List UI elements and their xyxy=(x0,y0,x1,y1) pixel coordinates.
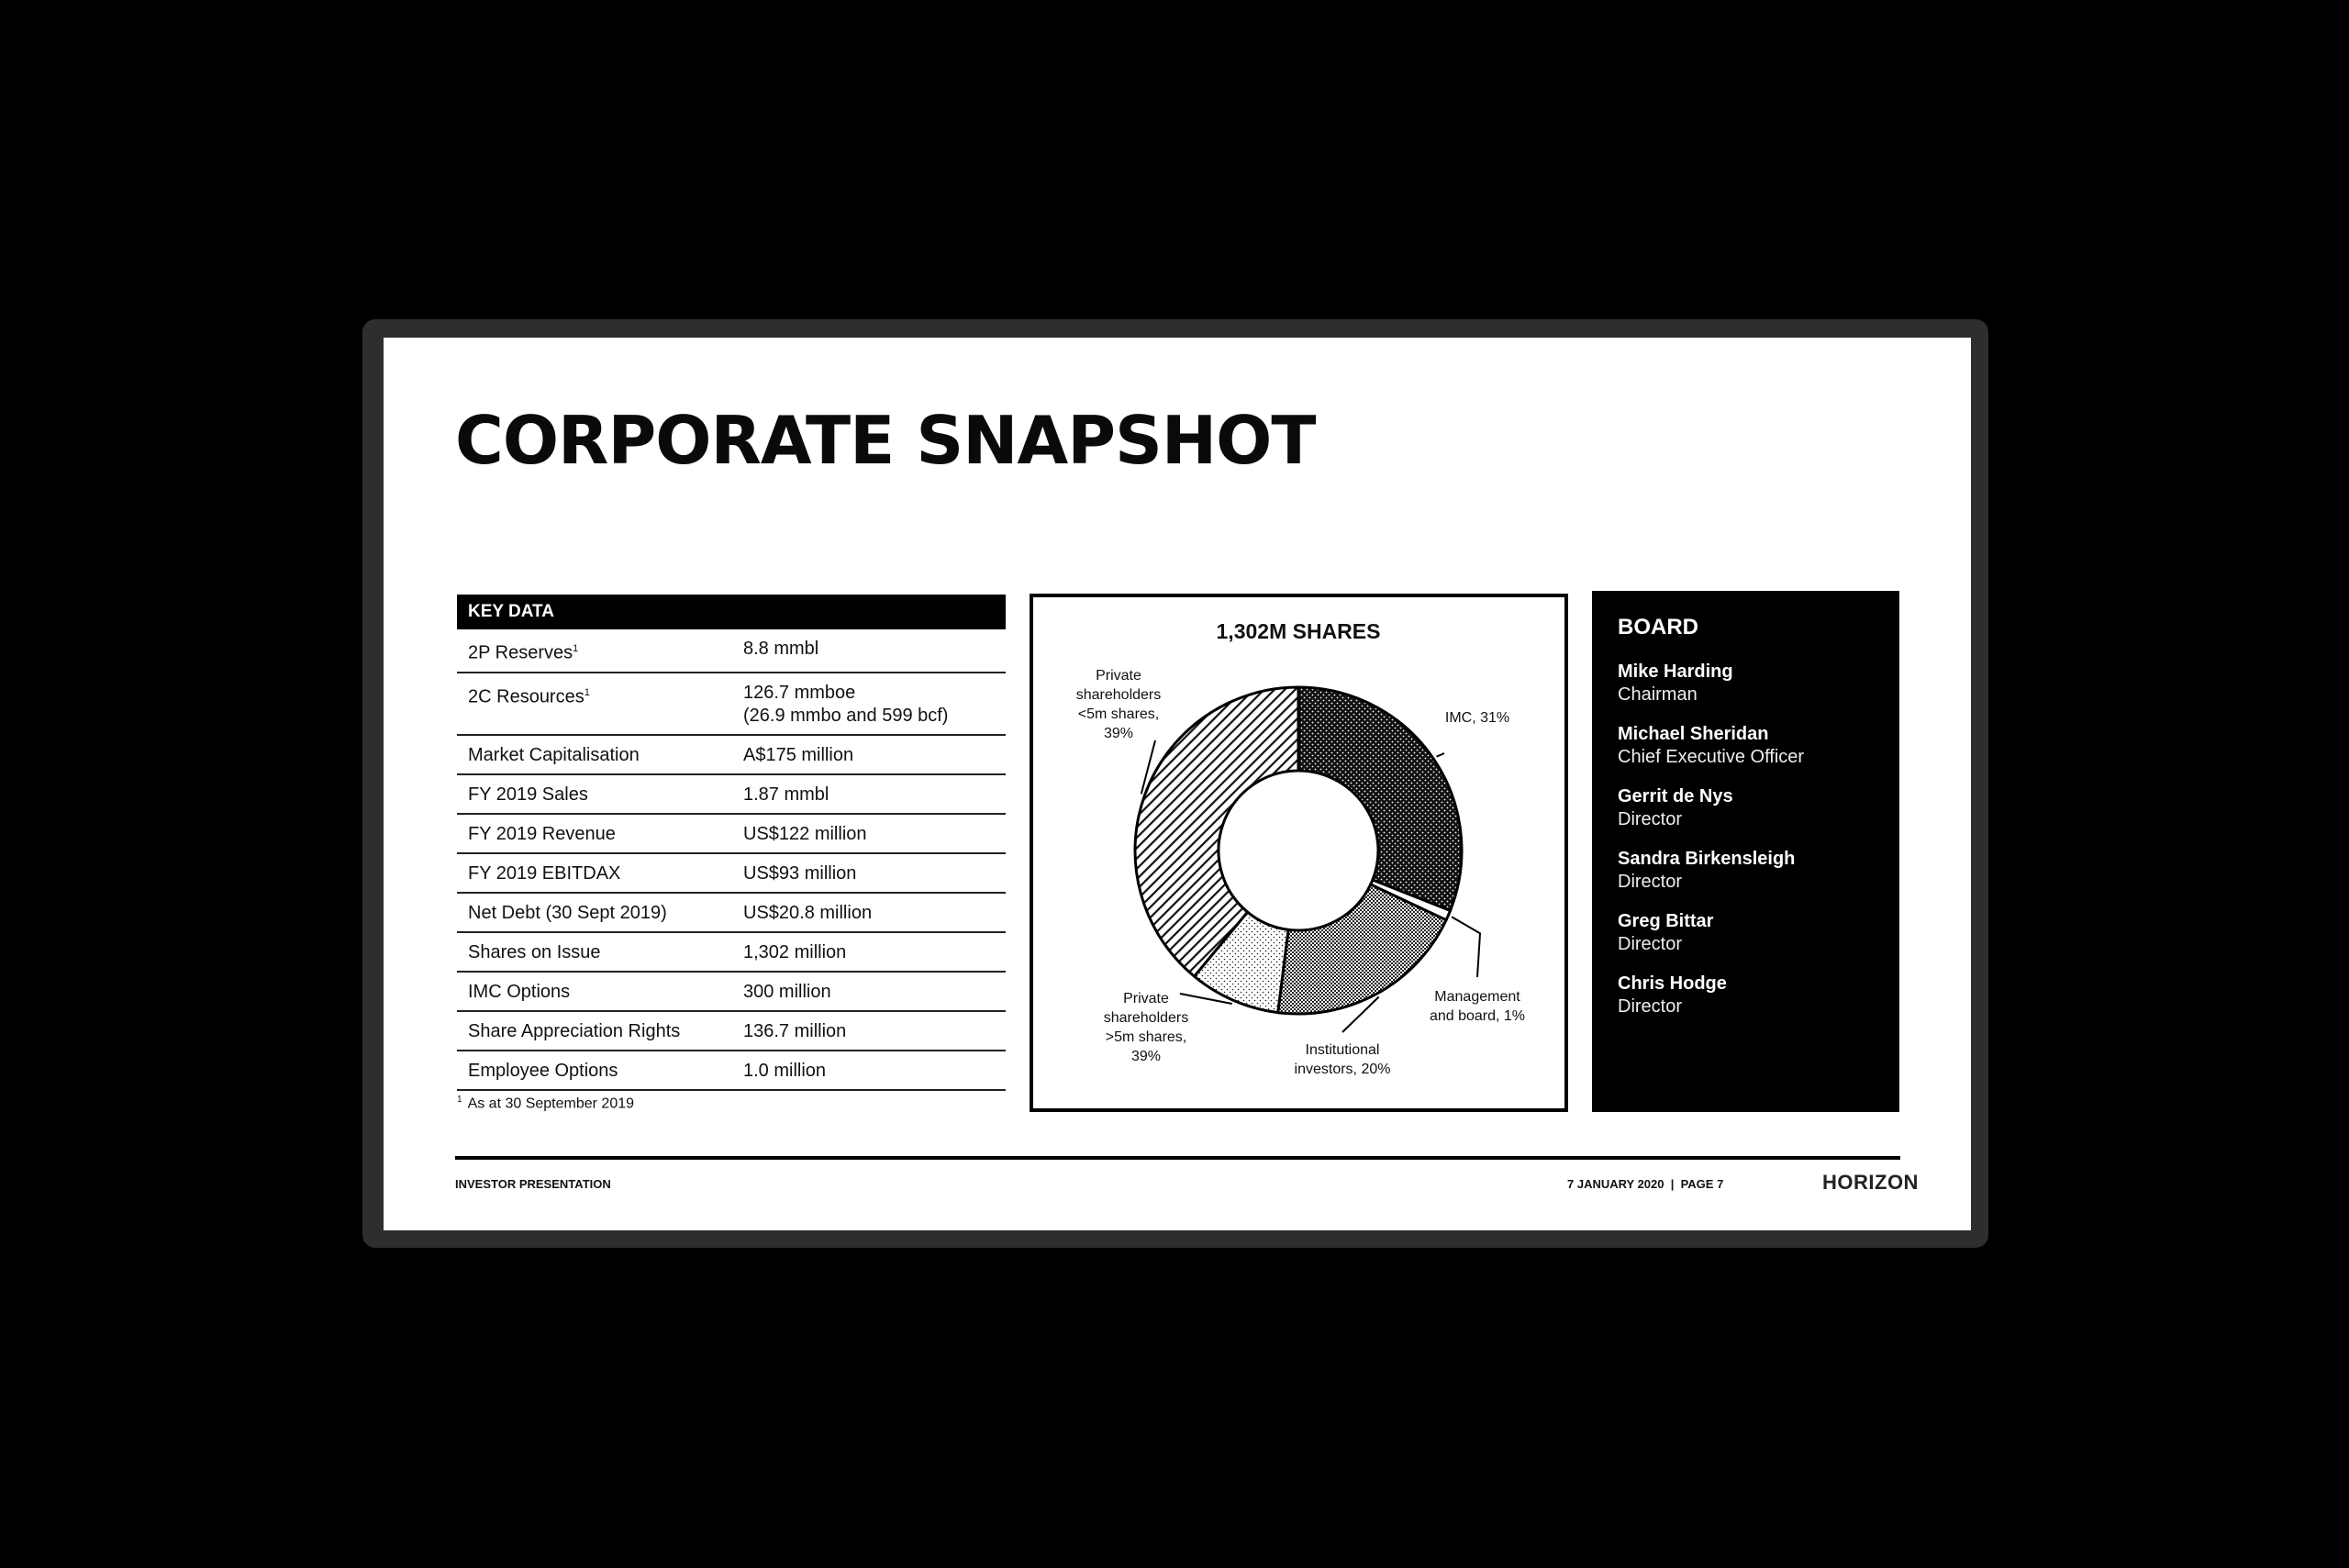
key-data-value xyxy=(743,862,1006,885)
board-member-role: Director xyxy=(1618,872,1683,892)
key-data-value xyxy=(743,1060,1006,1083)
key-data-label-text: FY 2019 Revenue xyxy=(468,823,616,844)
board-member xyxy=(1618,973,1874,1018)
footnote-mark: 1 xyxy=(457,1095,462,1105)
board-member xyxy=(1618,785,1874,831)
leader-line xyxy=(1452,917,1480,977)
key-data-label xyxy=(468,744,743,767)
key-data-label-text: Employee Options xyxy=(468,1060,618,1081)
slice-label: 39% xyxy=(1103,726,1134,741)
key-data-value xyxy=(743,941,1006,964)
key-data-row xyxy=(457,894,1006,933)
slice-label: IMC, 31% xyxy=(1444,710,1510,726)
slice-label: Private xyxy=(1096,668,1141,684)
footnote xyxy=(457,1095,634,1112)
key-data-value-text: 136.7 million xyxy=(743,1020,847,1041)
key-data-row xyxy=(457,854,1006,894)
board-member-name: Mike Harding xyxy=(1618,662,1733,682)
board-member-name: Michael Sheridan xyxy=(1618,724,1769,744)
key-data-row xyxy=(457,1051,1006,1091)
slice-label: Private xyxy=(1123,991,1169,1006)
slice-label: shareholders xyxy=(1103,1010,1189,1026)
key-data-label-text: 2C Resources xyxy=(468,686,584,707)
key-data-label-text: FY 2019 Sales xyxy=(468,784,588,805)
key-data-label xyxy=(468,941,743,964)
horizon-logo: HORIZON xyxy=(1822,1171,1919,1194)
key-data-value-text: 1.0 million xyxy=(743,1060,827,1081)
key-data-value xyxy=(743,902,1006,925)
board-member-name: Chris Hodge xyxy=(1618,973,1727,994)
key-data-label xyxy=(468,902,743,925)
key-data-value-text: A$175 million xyxy=(743,744,854,765)
slide xyxy=(384,338,1971,1230)
footer-divider xyxy=(455,1156,1900,1160)
board-member xyxy=(1618,910,1874,956)
key-data-value-text: 1.87 mmbl xyxy=(743,784,829,805)
key-data-label xyxy=(468,862,743,885)
board-member xyxy=(1618,723,1874,769)
slice-label: Institutional xyxy=(1305,1042,1380,1058)
key-data-label xyxy=(468,823,743,846)
key-data-row xyxy=(457,933,1006,973)
key-data-value xyxy=(743,1020,1006,1043)
key-data-row xyxy=(457,673,1006,736)
key-data-row xyxy=(457,736,1006,775)
board-title: BOARD xyxy=(1618,615,1698,639)
key-data-value xyxy=(743,823,1006,846)
key-data-value xyxy=(743,638,1006,665)
leader-line xyxy=(1437,753,1444,757)
key-data-label xyxy=(468,1020,743,1043)
slice-label: 39% xyxy=(1130,1049,1162,1064)
key-data-label xyxy=(468,981,743,1004)
key-data-value xyxy=(743,784,1006,806)
key-data-header: KEY DATA xyxy=(457,595,1006,629)
key-data-row xyxy=(457,1012,1006,1051)
footer-date-page: 7 JANUARY 2020 | PAGE 7 xyxy=(1567,1177,1724,1191)
key-data-label xyxy=(468,682,743,728)
board-member-role: Chief Executive Officer xyxy=(1618,747,1805,767)
key-data-value-text: US$93 million xyxy=(743,862,857,884)
slice-label: <5m shares, xyxy=(1077,706,1160,722)
key-data-value-text: 126.7 mmboe xyxy=(743,682,856,703)
donut-slice xyxy=(1298,687,1462,911)
board-member xyxy=(1618,848,1874,894)
key-data-value-text: 1,302 million xyxy=(743,941,847,962)
board-member-name: Greg Bittar xyxy=(1618,911,1714,931)
slice-label: Management xyxy=(1434,989,1520,1005)
key-data-value-text: US$122 million xyxy=(743,823,867,844)
board-panel xyxy=(1592,591,1899,1112)
slice-label: shareholders xyxy=(1075,687,1162,703)
key-data-value-text-2: (26.9 mmbo and 599 bcf) xyxy=(743,705,949,726)
footnote-ref: 1 xyxy=(584,686,590,698)
shares-chart xyxy=(1030,594,1568,1112)
key-data-value-text: 8.8 mmbl xyxy=(743,639,819,659)
key-data-value xyxy=(743,744,1006,767)
chart-title: 1,302M SHARES xyxy=(1216,619,1381,643)
key-data-label-text: Net Debt (30 Sept 2019) xyxy=(468,902,667,923)
board-member-role: Director xyxy=(1618,809,1683,829)
key-data-label xyxy=(468,1060,743,1083)
key-data-row xyxy=(457,775,1006,815)
key-data-row xyxy=(457,629,1006,673)
key-data-value xyxy=(743,981,1006,1004)
slice-label: investors, 20% xyxy=(1294,1062,1391,1077)
key-data-table xyxy=(457,595,1006,1091)
key-data-row xyxy=(457,973,1006,1012)
key-data-label-text: Market Capitalisation xyxy=(468,744,640,765)
key-data-row xyxy=(457,815,1006,854)
key-data-label-text: Shares on Issue xyxy=(468,941,601,962)
key-data-label-text: Share Appreciation Rights xyxy=(468,1020,681,1041)
board-member-role: Chairman xyxy=(1618,684,1698,705)
board-member-name: Gerrit de Nys xyxy=(1618,786,1733,806)
key-data-label-text: 2P Reserves xyxy=(468,642,573,663)
shares-donut-chart xyxy=(1033,597,1564,1108)
key-data-value-text: US$20.8 million xyxy=(743,902,873,923)
key-data-label-text: FY 2019 EBITDAX xyxy=(468,862,621,884)
footnote-ref: 1 xyxy=(573,643,579,654)
board-member-name: Sandra Birkensleigh xyxy=(1618,849,1796,869)
key-data-label xyxy=(468,784,743,806)
board-member xyxy=(1618,661,1874,706)
page-title: CORPORATE SNAPSHOT xyxy=(455,402,1316,479)
footer-left-text: INVESTOR PRESENTATION xyxy=(455,1177,611,1191)
board-member-role: Director xyxy=(1618,934,1683,954)
board-member-role: Director xyxy=(1618,996,1683,1017)
key-data-label xyxy=(468,638,743,665)
footnote-text: As at 30 September 2019 xyxy=(467,1095,635,1112)
slice-label: >5m shares, xyxy=(1105,1029,1187,1045)
slice-label: and board, 1% xyxy=(1429,1008,1526,1024)
key-data-label-text: IMC Options xyxy=(468,981,571,1002)
key-data-value xyxy=(743,682,1006,728)
key-data-value-text: 300 million xyxy=(743,981,831,1002)
